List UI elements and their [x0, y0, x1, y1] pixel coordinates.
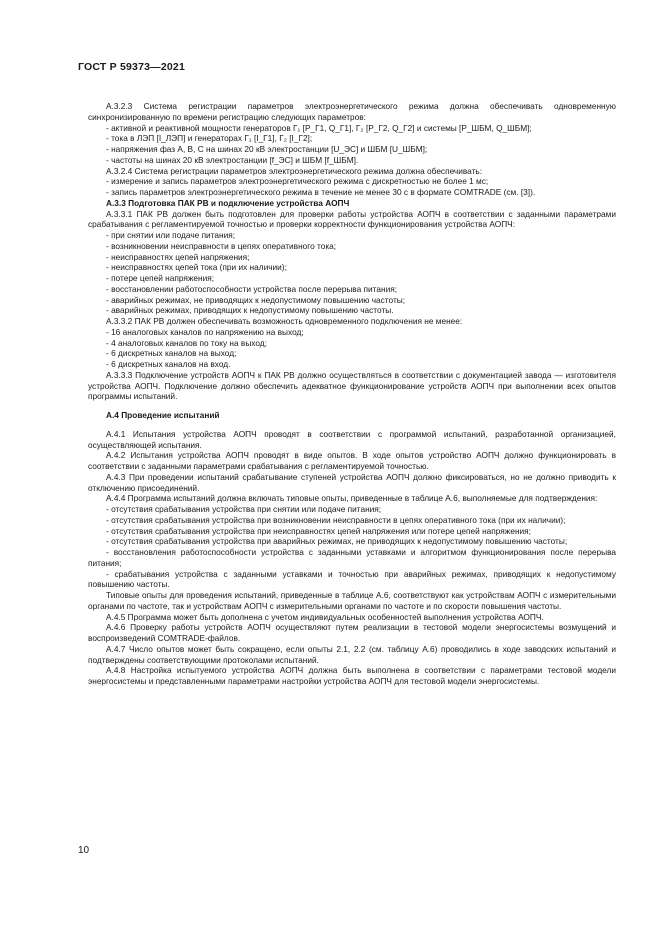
- paragraph: - возникновении неисправности в цепях оперативного тока;: [106, 240, 337, 251]
- paragraph: - аварийных режимах, приводящих к недопустимому повышению частоты.: [106, 305, 394, 316]
- paragraph: - активной и реактивной мощности генераторов Г₁ [P_Г1, Q_Г1], Г₂ [P_Г2, Q_Г2] и системы [P_ШБМ, Q_ШБМ];: [106, 122, 532, 133]
- paragraph: А.4.8 Настройка испытуемого устройства АОПЧ должна быть выполнена в соответствии с параметрами тестовой модели энергосистемы и представленными параметрами настройки устройства АОПЧ для тестовой модели энергосистемы.: [88, 665, 616, 686]
- paragraph: - напряжения фаз А, В, С на шинах 20 кВ электростанции [U_ЭС] и ШБМ [U_ШБМ];: [106, 144, 428, 154]
- paragraph: - потере цепей напряжения;: [106, 273, 215, 283]
- paragraph: - отсутствия срабатывания устройства при возникновении неисправности в цепях оперативного тока (при их наличии);: [106, 514, 566, 525]
- page-number: 10: [78, 845, 90, 856]
- paragraph: А.3.2.4 Система регистрации параметров электроэнергетического режима должна обеспечивать:: [106, 165, 483, 176]
- paragraph: - 6 дискретных каналов на выход;: [106, 348, 237, 359]
- paragraph: - отсутствия срабатывания устройства при аварийных режимах, не приводящих к недопустимому повышению частоты;: [106, 536, 568, 547]
- paragraph: - измерение и запись параметров электроэнергетического режима с дискретностью не более 1 мс;: [106, 176, 489, 187]
- paragraph: А.4.5 Программа может быть дополнена с учетом индивидуальных особенностей выполнения устройства АОПЧ.: [106, 611, 544, 622]
- paragraph: - восстановлении работоспособности устройства после перерыва питания;: [106, 283, 397, 294]
- paragraph: А.3.3.2 ПАК РВ должен обеспечивать возможность одновременного подключения не менее:: [106, 316, 463, 326]
- section-heading: А.4 Проведение испытаний: [106, 410, 220, 420]
- paragraph: - неисправностях цепей напряжения;: [106, 251, 250, 262]
- paragraph: - запись параметров электроэнергетического режима в течение не менее 30 с в формате COMTRADE (см. [3]).: [106, 187, 536, 197]
- paragraph: Типовые опыты для проведения испытаний, приведенные в таблице А.6, соответствуют как устройствам АОПЧ с измерительными органами по частоте, так и устройствам АОПЧ с измерительными органами по частоте и по скорости повышения частоты.: [88, 590, 616, 611]
- paragraph: - 16 аналоговых каналов по напряжению на выход;: [106, 326, 304, 337]
- paragraph: А.4.6 Проверку работы устройств АОПЧ осуществляют путем реализации в тестовой модели энергосистемы возмущений и воспроизведений COMTRADE-файлов.: [88, 622, 616, 643]
- paragraph: - неисправностях цепей тока (при их наличии);: [106, 262, 287, 273]
- paragraph: А.4.1 Испытания устройства АОПЧ проводят в соответствии с программой испытаний, разработанной организацией, осуществляющей испытания.: [88, 428, 616, 450]
- page-body: [88, 101, 616, 687]
- paragraph: - отсутствия срабатывания устройства при неисправностях цепей напряжения или потере цепей напряжения;: [106, 525, 531, 536]
- paragraph: - восстановления работоспособности устройства с заданными уставками и алгоритмом функционирования после перерыва питания;: [88, 547, 616, 568]
- paragraph: - отсутствия срабатывания устройства при снятии или подаче питания;: [106, 504, 382, 514]
- paragraph: - срабатывания устройства с заданными уставками и точностью при аварийных режимах, приводящих к недопустимому повышению частоты.: [88, 568, 616, 590]
- paragraph: - частоты на шинах 20 кВ электростанции [f_ЭС] и ШБМ [f_ШБМ].: [106, 154, 359, 165]
- paragraph: А.3.2.3 Система регистрации параметров электроэнергетического режима должна обеспечивать одновременную синхронизированную по времени регистрацию следующих параметров:: [88, 101, 616, 122]
- paragraph: А.3.3.1 ПАК РВ должен быть подготовлен для проверки работы устройства АОПЧ в соответствии с заданными параметрами срабатывания с регламентируемой точностью и проверки корректности функционирования устройства АОПЧ:: [88, 208, 616, 230]
- paragraph: - тока в ЛЭП [I_ЛЭП] и генераторах Г₁ [I_Г1], Г₂ [I_Г2];: [106, 133, 313, 144]
- paragraph: - аварийных режимах, не приводящих к недопустимому повышению частоты;: [106, 294, 406, 305]
- paragraph: - при снятии или подаче питания;: [106, 230, 236, 240]
- paragraph: А.4.2 Испытания устройства АОПЧ проводят в виде опытов. В ходе опытов устройство АОПЧ должно функционировать в соответствии с заданными параметрами срабатывания с регламентируемой точностью.: [88, 450, 616, 471]
- paragraph: А.4.3 При проведении испытаний срабатывание ступеней устройства АОПЧ должно фиксироваться, но не должно приводить к отключению присоединений.: [88, 471, 616, 493]
- paragraph: А.4.4 Программа испытаний должна включать типовые опыты, приведенные в таблице А.6, выполняемые для подтверждения:: [106, 493, 598, 504]
- section-heading: А.3.3 Подготовка ПАК РВ и подключение устройства АОПЧ: [106, 197, 350, 208]
- page-header: ГОСТ Р 59373—2021: [78, 61, 186, 73]
- paragraph: - 6 дискретных каналов на вход.: [106, 359, 231, 369]
- paragraph: А.4.7 Число опытов может быть сокращено, если опыты 2.1, 2.2 (см. таблицу А.6) проводились в ходе заводских испытаний и подтверждены соответствующими протоколами испытаний.: [88, 643, 616, 665]
- paragraph: - 4 аналоговых каналов по току на выход;: [106, 337, 267, 348]
- paragraph: А.3.3.3 Подключение устройств АОПЧ к ПАК РВ должно осуществляться в соответствии с документацией завода — изготовителя устройства АОПЧ. Подключение должно обеспечить адекватное функционирование устройств АОПЧ при выполнении всех опытов программы испытаний.: [88, 369, 616, 402]
